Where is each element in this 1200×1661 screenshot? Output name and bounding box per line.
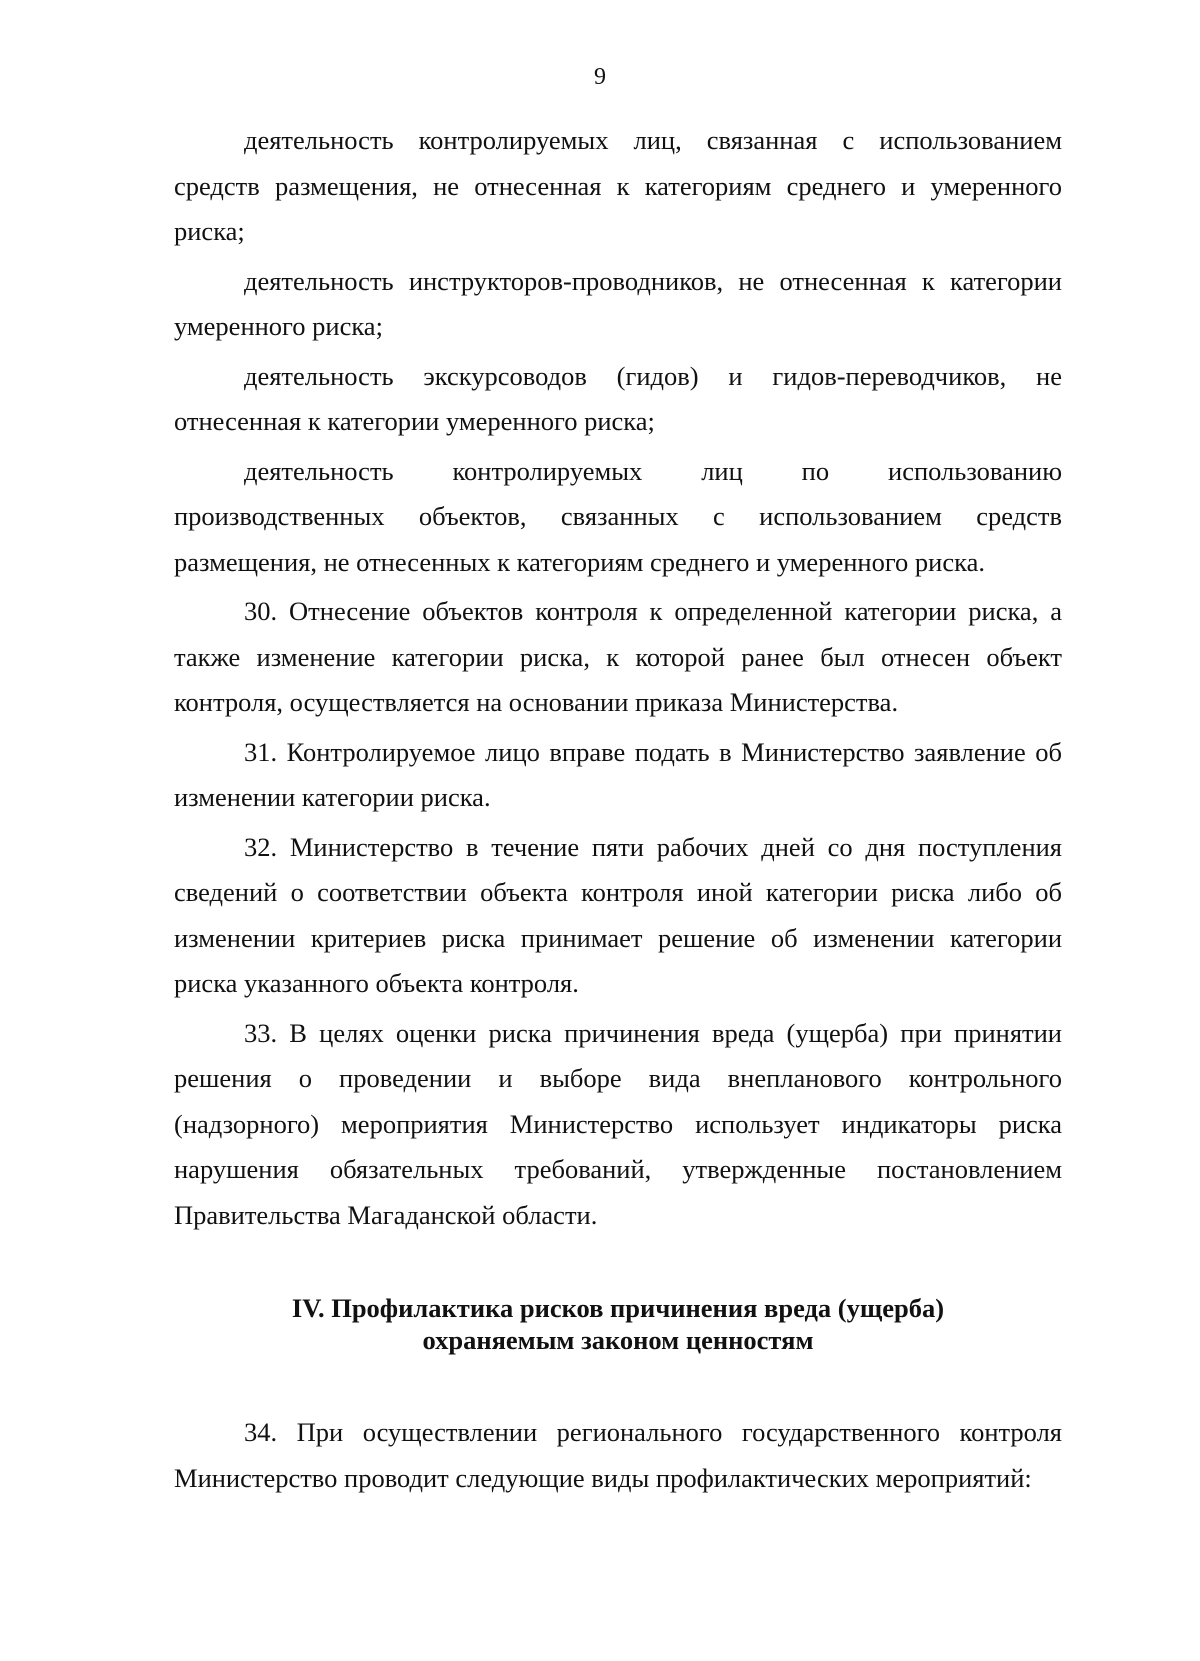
document-body: [174, 118, 1062, 1501]
paragraph-item-30: 30. Отнесение объектов контроля к определенной категории риска, а также изменение категории риска, к которой ранее был отнесен объект контроля, осуществляется на основании приказа Министерства.: [174, 596, 1062, 717]
section-heading-line-1: IV. Профилактика рисков причинения вреда (ущерба): [291, 1293, 945, 1323]
paragraph-item-31: 31. Контролируемое лицо вправе подать в Министерство заявление об изменении категории риска.: [174, 736, 1062, 812]
paragraph-item-34: 34. При осуществлении регионального государственного контроля Министерство проводит следующие виды профилактических мероприятий:: [174, 1417, 1062, 1493]
paragraph-item-32: 32. Министерство в течение пяти рабочих дней со дня поступления сведений о соответствии объекта контроля иной категории риска либо об изменении критериев риска принимает решение об изменении категории риска указанного объекта контроля.: [174, 831, 1062, 998]
paragraph-risk-instructors: деятельность инструкторов-проводников, не отнесенная к категории умеренного риска;: [174, 265, 1062, 341]
paragraph-risk-accommodation: деятельность контролируемых лиц, связанная с использованием средств размещения, не отнесенная к категориям среднего и умеренного риска;: [174, 125, 1062, 246]
page-number: 9: [594, 64, 606, 90]
paragraph-risk-guides: деятельность экскурсоводов (гидов) и гидов-переводчиков, не отнесенная к категории умеренного риска;: [174, 360, 1062, 436]
paragraph-risk-production-objects: деятельность контролируемых лиц по использованию производственных объектов, связанных с использованием средств размещения, не отнесенных к категориям среднего и умеренного риска.: [174, 455, 1062, 577]
section-heading: [174, 1292, 1062, 1356]
section-heading-line-2: охраняемым законом ценностям: [422, 1325, 814, 1355]
paragraph-item-33: 33. В целях оценки риска причинения вреда (ущерба) при принятии решения о проведении и выборе вида внепланового контрольного (надзорного) мероприятия Министерство использует индикаторы риска нарушения обязательных требований, утвержденные постановлением Правительства Магаданской области.: [174, 1017, 1062, 1230]
